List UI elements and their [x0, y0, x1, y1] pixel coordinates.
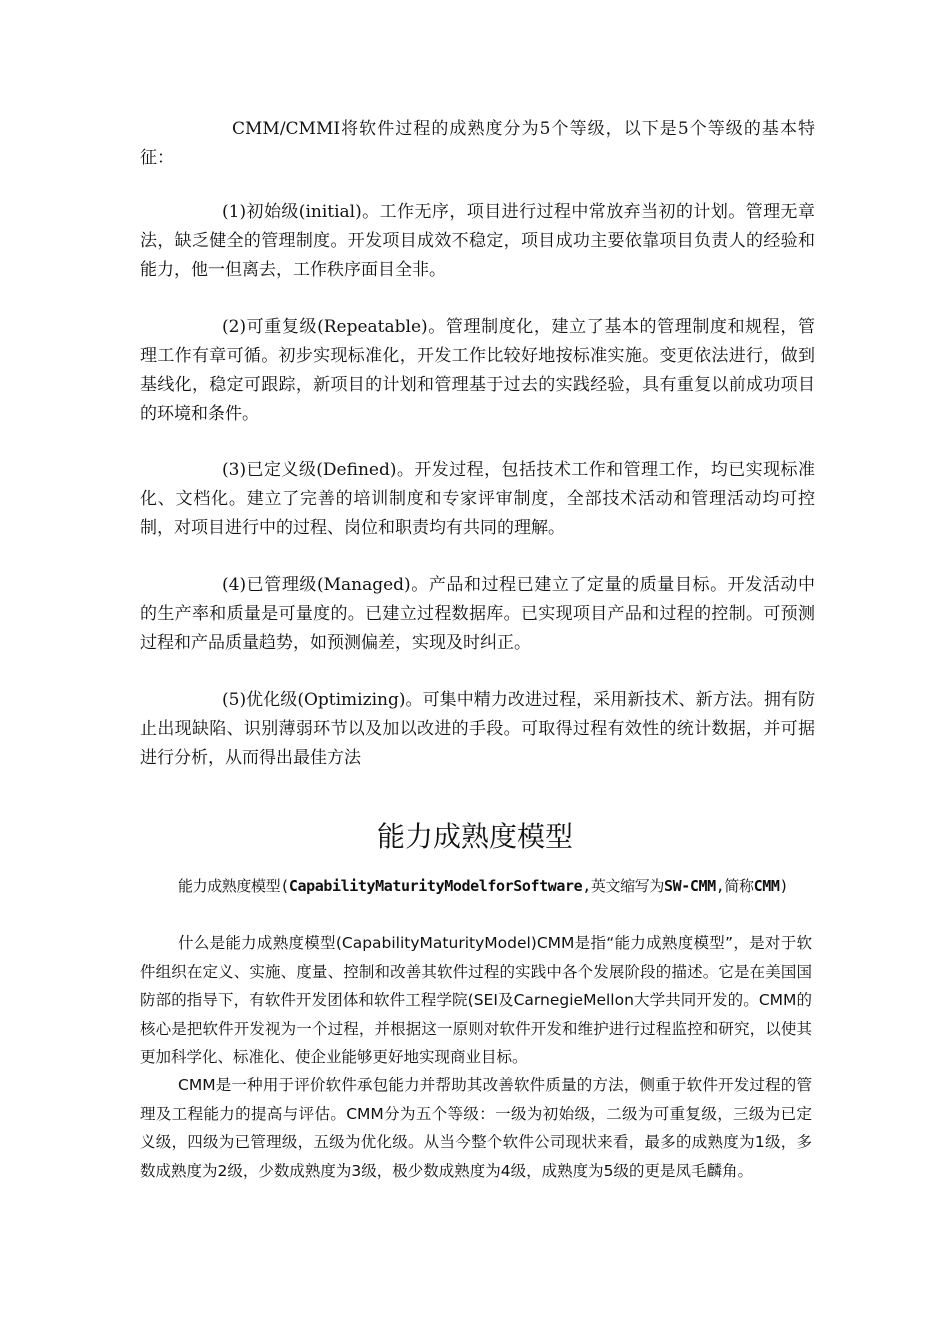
abbr-cmm: CMM [753, 877, 780, 895]
level-2-paragraph: (2)可重复级(Repeatable)。管理制度化，建立了基本的管理制度和规程，管理工作有章可循。初步实现标准化，开发工作比较好地按标准实施。变更依法进行，做到基线化，稳定可跟踪，新项目的计划和管理基于过去的实践经验，具有重复以前成功项目的环境和条件。 [140, 317, 815, 424]
abbr-middle: ,英文缩写为 [582, 877, 664, 895]
level-3-paragraph: (3)已定义级(Defined)。开发过程，包括技术工作和管理工作，均已实现标准化、文档化。建立了完善的培训制度和专家评审制度，全部技术活动和管理活动均可控制，对项目进行中的过程、岗位和职责均有共同的理解。 [140, 460, 815, 538]
abbreviation-paragraph [140, 872, 812, 901]
abbr-suffix: ) [779, 877, 789, 895]
cmm-levels-paragraph: CMM是一种用于评价软件承包能力并帮助其改善软件质量的方法，侧重于软件开发过程的管理及工程能力的提高与评估。CMM分为五个等级：一级为初始级，二级为可重复级，三级为已定义级，四级为已管理级，五级为优化级。从当今整个软件公司现状来看，最多的成熟度为1级，多数成熟度为2级，少数成熟度为3级，极少数成熟度为4级，成熟度为5级的更是凤毛麟角。 [140, 1076, 812, 1180]
level-1-paragraph: (1)初始级(initial)。工作无序，项目进行过程中常放弃当初的计划。管理无章法，缺乏健全的管理制度。开发项目成效不稳定，项目成功主要依靠项目负责人的经验和能力，他一但离去，工作秩序面目全非。 [140, 202, 815, 280]
abbr-prefix: 能力成熟度模型( [178, 877, 289, 895]
level-4-paragraph: (4)已管理级(Managed)。产品和过程已建立了定量的质量目标。开发活动中的生产率和质量是可量度的。已建立过程数据库。已实现项目产品和过程的控制。可预测过程和产品质量趋势，如预测偏差，实现及时纠正。 [140, 575, 815, 653]
abbr-sw-cmm: SW-CMM [663, 877, 716, 895]
level-5-paragraph: (5)优化级(Optimizing)。可集中精力改进过程，采用新技术、新方法。拥有防止出现缺陷、识别薄弱环节以及加以改进的手段。可取得过程有效性的统计数据，并可据进行分析，从而得出最佳方法 [140, 690, 815, 768]
abbr-middle-2: ,简称 [715, 877, 754, 895]
abbr-full-name: CapabilityMaturityModelforSoftware [288, 877, 583, 895]
section-title: 能力成熟度模型 [376, 820, 573, 853]
what-is-cmm-paragraph: 什么是能力成熟度模型(CapabilityMaturityModel)CMM是指“能力成熟度模型”，是对于软件组织在定义、实施、度量、控制和改善其软件过程的实践中各个发展阶段的描述。它是在美国国防部的指导下，有软件开发团体和软件工程学院(SEI及CarnegieMellon大学共同开发的。CMM的核心是把软件开发视为一个过程，并根据这一原则对软件开发和维护进行过程监控和研究，以使其更加科学化、标准化、使企业能够更好地实现商业目标。 [140, 934, 812, 1067]
intro-paragraph: CMM/CMMI将软件过程的成熟度分为5个等级，以下是5个等级的基本特征： [140, 119, 815, 168]
